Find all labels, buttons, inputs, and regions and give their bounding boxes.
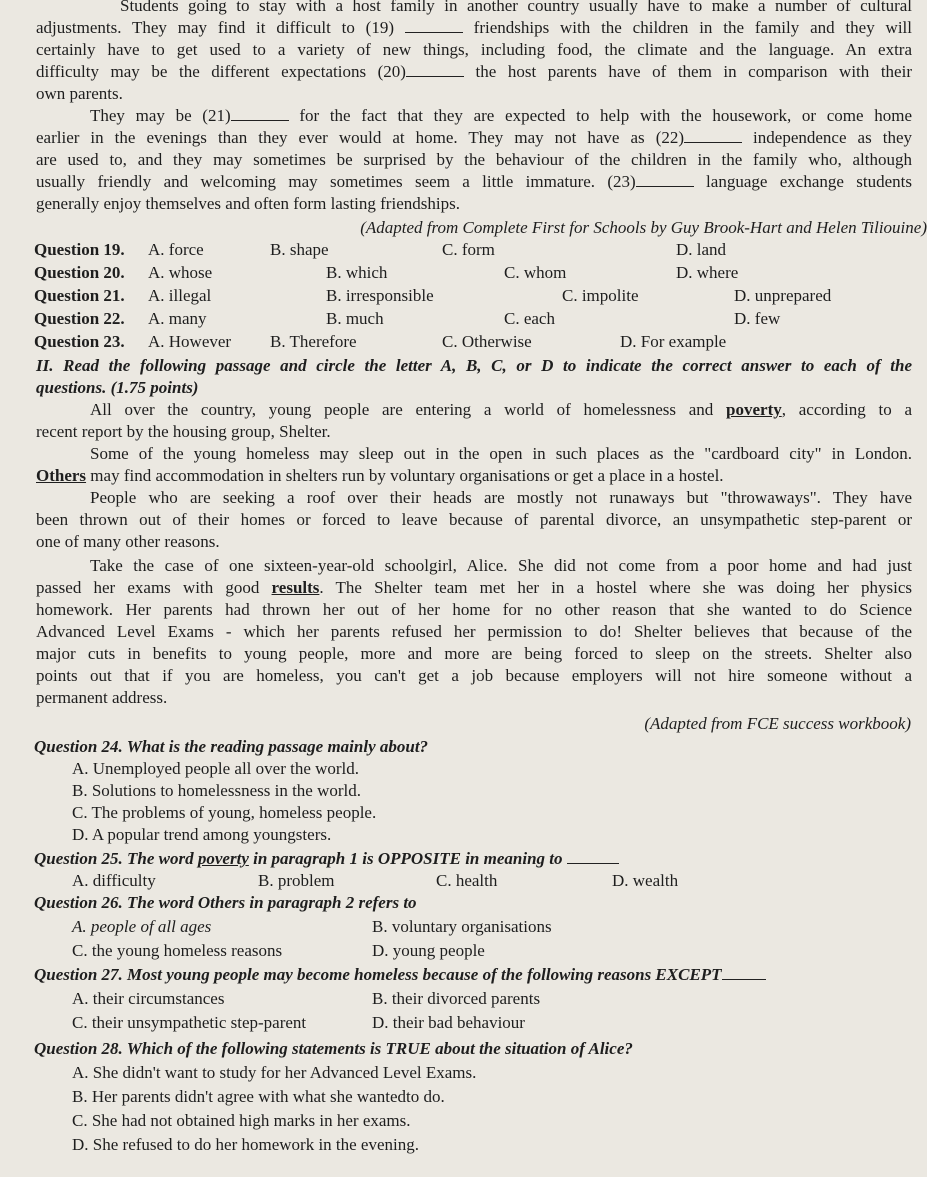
option-20a[interactable]: A. whose bbox=[148, 263, 213, 282]
option-28d[interactable]: D. She refused to do her homework in the evening. bbox=[72, 1135, 419, 1154]
passage2-line: homework. Her parents had thrown her out of her home for no other reason that she wanted to do Science bbox=[36, 600, 912, 619]
option-24a[interactable]: A. Unemployed people all over the world. bbox=[72, 759, 360, 778]
passage2-line: major cuts in benefits to young people, more and more are being forced to sleep on the streets. Shelter also bbox=[36, 644, 912, 663]
passage2-line bbox=[36, 465, 912, 487]
passage2-line: Some of the young homeless may sleep out in the open in such places as the "cardboard city" in London. bbox=[90, 444, 912, 463]
option-25a[interactable]: A. difficulty bbox=[72, 871, 156, 890]
option-21c[interactable]: C. impolite bbox=[562, 286, 639, 305]
passage2-line: permanent address. bbox=[36, 688, 168, 707]
blank-21[interactable] bbox=[231, 106, 289, 121]
option-28b[interactable]: B. Her parents didn't agree with what she wantedto do. bbox=[72, 1087, 445, 1106]
passage2-line: recent report by the housing group, Shelter. bbox=[36, 422, 331, 441]
passage2-line bbox=[36, 577, 912, 599]
passage1-line bbox=[36, 17, 912, 39]
passage2-line: People who are seeking a roof over their heads are mostly not runaways but "throwaways". They have bbox=[90, 488, 912, 507]
passage1-line: are used to, and they may sometimes be surprised by the behaviour of the children in the family who, although bbox=[36, 150, 912, 169]
text: for the fact that they are expected to help with the housework, or come home bbox=[288, 106, 912, 125]
passage1-line bbox=[36, 171, 912, 193]
text: All over the country, young people are entering a world of homelessness and bbox=[90, 400, 727, 419]
source-citation: (Adapted from FCE success workbook) bbox=[644, 714, 911, 733]
text: language exchange students bbox=[693, 172, 912, 191]
passage2-line: points out that if you are homeless, you can't get a job because employers will not hire someone without a bbox=[36, 666, 912, 685]
option-22b[interactable]: B. much bbox=[326, 309, 384, 328]
option-21a[interactable]: A. illegal bbox=[148, 286, 212, 305]
question-26: Question 26. The word Others in paragraph 2 refers to bbox=[34, 893, 417, 912]
option-19d[interactable]: D. land bbox=[676, 240, 727, 259]
blank-20[interactable] bbox=[406, 62, 464, 77]
option-21b[interactable]: B. irresponsible bbox=[326, 286, 434, 305]
blank-23[interactable] bbox=[636, 172, 694, 187]
text: Question 27. Most young people may become homeless because of the following reasons EXCEPT bbox=[34, 965, 722, 984]
option-27c[interactable]: C. their unsympathetic step-parent bbox=[72, 1013, 307, 1032]
text: usually friendly and welcoming may sometimes seem a little immature. (23) bbox=[36, 172, 636, 191]
section-heading: II. Read the following passage and circle the letter A, B, C, or D to indicate the correct answer to each of the bbox=[36, 356, 912, 375]
option-23b[interactable]: B. Therefore bbox=[270, 332, 357, 351]
question-22-label: Question 22. bbox=[34, 309, 125, 328]
passage1-line: Students going to stay with a host family in another country usually have to make a number of cultural bbox=[120, 0, 912, 15]
option-26c[interactable]: C. the young homeless reasons bbox=[72, 941, 283, 960]
passage2-line: one of many other reasons. bbox=[36, 532, 220, 551]
option-27a[interactable]: A. their circumstances bbox=[72, 989, 225, 1008]
underlined-word-others: Others bbox=[36, 466, 87, 485]
text: adjustments. They may find it difficult to (19) bbox=[36, 18, 405, 37]
option-19c[interactable]: C. form bbox=[442, 240, 495, 259]
blank-22[interactable] bbox=[684, 128, 742, 143]
passage1-line bbox=[36, 61, 912, 83]
option-26b[interactable]: B. voluntary organisations bbox=[372, 917, 552, 936]
question-19-label: Question 19. bbox=[34, 240, 125, 259]
text: Question 25. The word bbox=[34, 849, 198, 868]
question-25 bbox=[34, 848, 619, 870]
passage2-line: Take the case of one sixteen-year-old schoolgirl, Alice. She did not come from a poor home and had just bbox=[90, 556, 912, 575]
option-23d[interactable]: D. For example bbox=[620, 332, 727, 351]
option-28c[interactable]: C. She had not obtained high marks in her exams. bbox=[72, 1111, 411, 1130]
option-25b[interactable]: B. problem bbox=[258, 871, 335, 890]
underlined-word-poverty: poverty bbox=[197, 849, 249, 868]
text: difficulty may be the different expectations (20) bbox=[36, 62, 406, 81]
answer-blank-25[interactable] bbox=[567, 849, 619, 864]
question-23-label: Question 23. bbox=[34, 332, 125, 351]
option-22a[interactable]: A. many bbox=[148, 309, 207, 328]
text: . The Shelter team met her in a hostel where she was doing her physics bbox=[319, 578, 912, 597]
passage1-line: own parents. bbox=[36, 84, 123, 103]
passage1-line: certainly have to get used to a variety of new things, including food, the climate and the language. An extra bbox=[36, 40, 912, 59]
text: in paragraph 1 is OPPOSITE in meaning to bbox=[248, 849, 567, 868]
question-28: Question 28. Which of the following statements is TRUE about the situation of Alice? bbox=[34, 1039, 633, 1058]
option-24d[interactable]: D. A popular trend among youngsters. bbox=[72, 825, 332, 844]
text: , according to a bbox=[781, 400, 912, 419]
option-24b[interactable]: B. Solutions to homelessness in the world. bbox=[72, 781, 361, 800]
text: They may be (21) bbox=[90, 106, 231, 125]
text: the host parents have of them in comparison with their bbox=[463, 62, 912, 81]
option-20c[interactable]: C. whom bbox=[504, 263, 567, 282]
question-27 bbox=[34, 964, 766, 986]
answer-blank-27[interactable] bbox=[722, 965, 766, 980]
option-19a[interactable]: A. force bbox=[148, 240, 204, 259]
passage1-line bbox=[36, 127, 912, 149]
option-25c[interactable]: C. health bbox=[436, 871, 498, 890]
option-21d[interactable]: D. unprepared bbox=[734, 286, 832, 305]
option-20b[interactable]: B. which bbox=[326, 263, 388, 282]
text: passed her exams with good bbox=[36, 578, 272, 597]
passage2-line bbox=[90, 399, 912, 421]
option-22d[interactable]: D. few bbox=[734, 309, 781, 328]
underlined-word-results: results bbox=[271, 578, 320, 597]
section-heading: questions. (1.75 points) bbox=[36, 378, 199, 397]
text: may find accommodation in shelters run by voluntary organisations or get a place in a hostel. bbox=[86, 466, 724, 485]
text: earlier in the evenings than they ever would at home. They may not have as (22) bbox=[36, 128, 685, 147]
option-22c[interactable]: C. each bbox=[504, 309, 555, 328]
blank-19[interactable] bbox=[405, 18, 463, 33]
passage2-line: been thrown out of their homes or forced to leave because of parental divorce, an unsympathetic step-parent or bbox=[36, 510, 912, 529]
question-24: Question 24. What is the reading passage mainly about? bbox=[34, 737, 429, 756]
option-23c[interactable]: C. Otherwise bbox=[442, 332, 532, 351]
question-21-label: Question 21. bbox=[34, 286, 125, 305]
option-23a[interactable]: A. However bbox=[148, 332, 232, 351]
option-25d[interactable]: D. wealth bbox=[612, 871, 679, 890]
option-27d[interactable]: D. their bad behaviour bbox=[372, 1013, 525, 1032]
option-26d[interactable]: D. young people bbox=[372, 941, 485, 960]
underlined-word-poverty: poverty bbox=[726, 400, 782, 419]
passage1-line: generally enjoy themselves and often form lasting friendships. bbox=[36, 194, 460, 213]
option-19b[interactable]: B. shape bbox=[270, 240, 329, 259]
option-20d[interactable]: D. where bbox=[676, 263, 739, 282]
text: independence as they bbox=[742, 128, 912, 147]
question-20-label: Question 20. bbox=[34, 263, 125, 282]
option-27b[interactable]: B. their divorced parents bbox=[372, 989, 541, 1008]
option-26a[interactable]: A. people of all ages bbox=[72, 917, 212, 936]
passage1-line bbox=[90, 105, 912, 127]
source-citation: (Adapted from Complete First for Schools by Guy Brook-Hart and Helen Tiliouine) bbox=[360, 218, 927, 237]
passage2-line: Advanced Level Exams - which her parents refused her permission to do! Shelter believes that because of the bbox=[36, 622, 912, 641]
option-24c[interactable]: C. The problems of young, homeless people. bbox=[72, 803, 377, 822]
text: friendships with the children in the family and they will bbox=[462, 18, 912, 37]
option-28a[interactable]: A. She didn't want to study for her Advanced Level Exams. bbox=[72, 1063, 477, 1082]
